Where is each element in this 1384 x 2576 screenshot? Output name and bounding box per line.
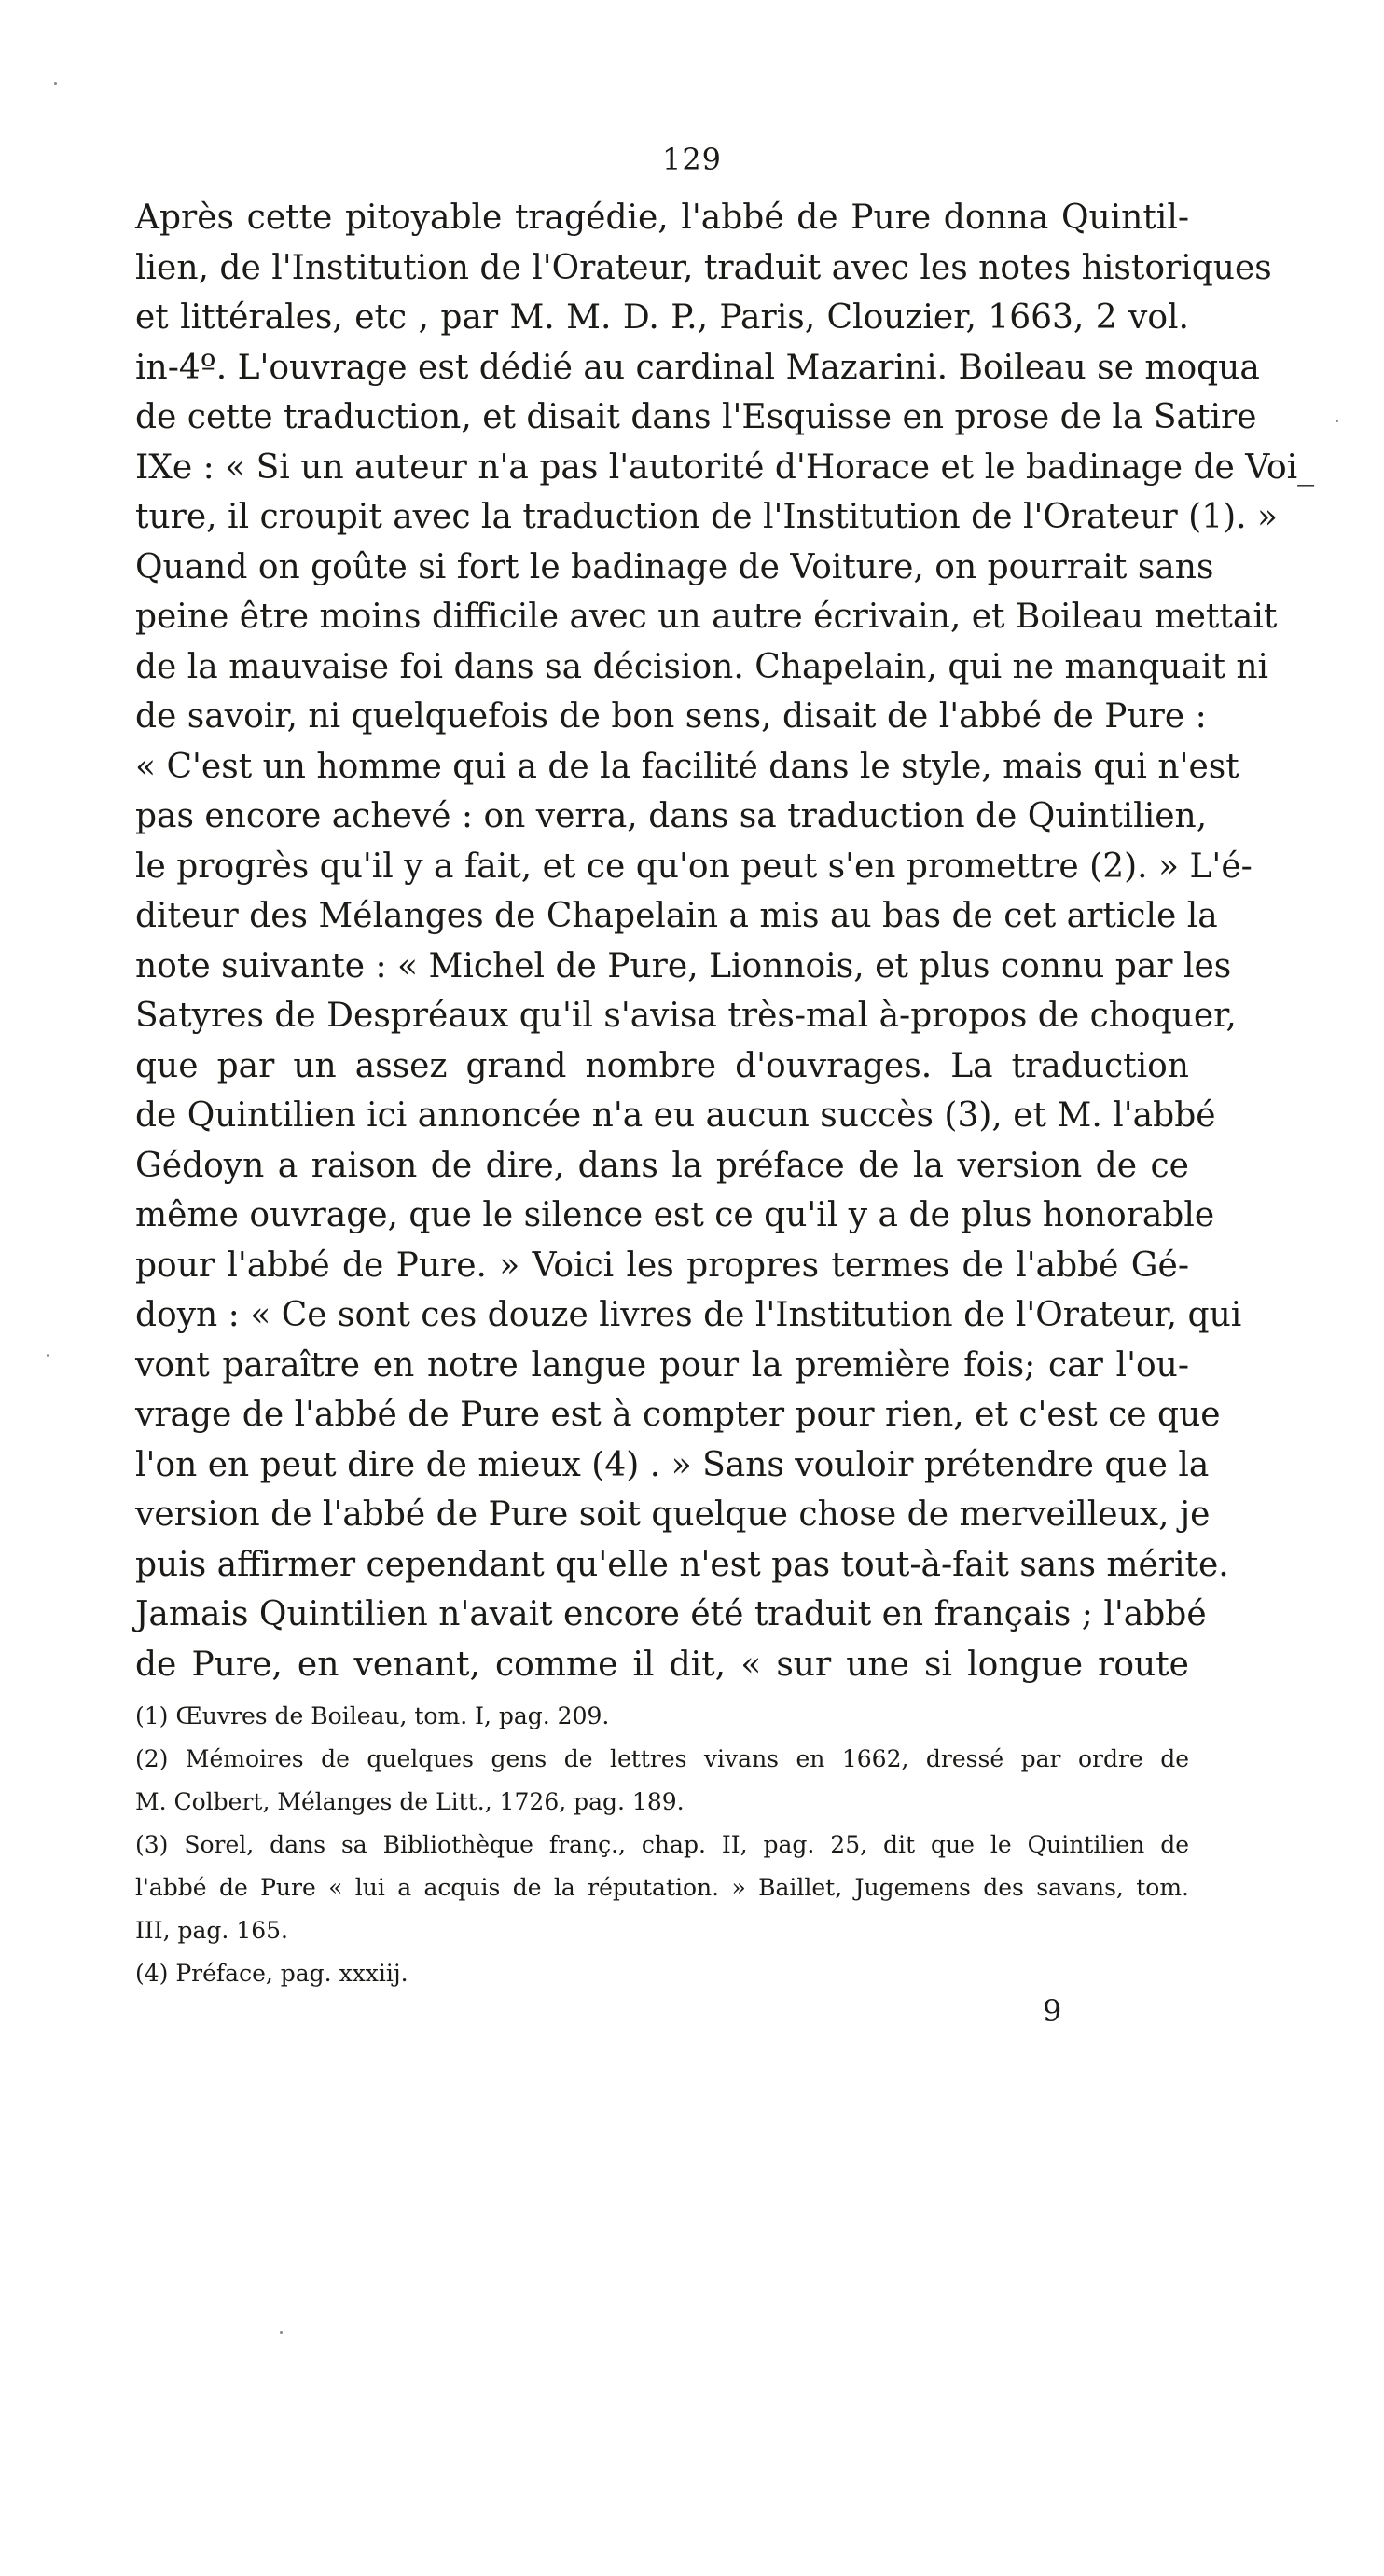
page-number: 129 xyxy=(661,142,723,177)
body-line: de savoir, ni quelquefois de bon sens, disait de l'abbé de Pure : xyxy=(135,697,1207,736)
body-text xyxy=(135,193,1315,1689)
footnotes xyxy=(135,1695,1189,1995)
body-line: même ouvrage, que le silence est ce qu'il y a de plus honorable xyxy=(135,1196,1215,1234)
body-line: puis affirmer cependant qu'elle n'est pas tout-à-fait sans mérite. xyxy=(135,1545,1229,1584)
body-line: l'on en peut dire de mieux (4) . » Sans vouloir prétendre que la xyxy=(135,1445,1210,1484)
footnote-line: l'abbé de Pure « lui a acquis de la réputation. » Baillet, Jugemens des savans, tom. xyxy=(135,1874,1189,1901)
body-line: de la mauvaise foi dans sa décision. Chapelain, qui ne manquait ni xyxy=(135,647,1269,686)
paper-speck xyxy=(47,1354,49,1357)
body-line: lien, de l'Institution de l'Orateur, traduit avec les notes historiques xyxy=(135,248,1272,287)
body-line: ture, il croupit avec la traduction de l'Institution de l'Orateur (1). » xyxy=(135,498,1279,536)
body-line: que par un assez grand nombre d'ouvrages. La traduction xyxy=(135,1046,1189,1085)
body-line: doyn : « Ce sont ces douze livres de l'Institution de l'Orateur, qui xyxy=(135,1296,1242,1334)
body-line: peine être moins difficile avec un autre écrivain, et Boileau mettait xyxy=(135,598,1278,636)
footnote-line: (3) Sorel, dans sa Bibliothèque franç., chap. II, pag. 25, dit que le Quintilien de xyxy=(135,1831,1189,1858)
body-line: de cette traduction, et disait dans l'Esquisse en prose de la Satire xyxy=(135,398,1257,436)
paper-speck xyxy=(54,82,57,85)
body-line: Après cette pitoyable tragédie, l'abbé de Pure donna Quintil- xyxy=(135,199,1189,237)
footnote-line: (2) Mémoires de quelques gens de lettres vivans en 1662, dressé par ordre de xyxy=(135,1745,1189,1772)
body-line: et littérales, etc , par M. M. D. P., Paris, Clouzier, 1663, 2 vol. xyxy=(135,298,1189,337)
footnote-line: (4) Préface, pag. xxxiij. xyxy=(135,1960,408,1987)
body-line: de Pure, en venant, comme il dit, « sur une si longue route xyxy=(135,1645,1189,1684)
body-line: vrage de l'abbé de Pure est à compter pour rien, et c'est ce que xyxy=(135,1396,1221,1434)
body-line: « C'est un homme qui a de la facilité dans le style, mais qui n'est xyxy=(135,747,1239,786)
body-line: IXe : « Si un auteur n'a pas l'autorité d'Horace et le badinage de Voi_ xyxy=(135,448,1315,487)
paper-speck xyxy=(1336,420,1338,422)
body-line: Quand on goûte si fort le badinage de Voiture, on pourrait sans xyxy=(135,547,1214,586)
body-line: pour l'abbé de Pure. » Voici les propres termes de l'abbé Gé- xyxy=(135,1246,1189,1285)
body-line: Satyres de Despréaux qu'il s'avisa très-mal à-propos de choquer, xyxy=(135,997,1237,1035)
body-line: vont paraître en notre langue pour la première fois; car l'ou- xyxy=(135,1345,1189,1384)
body-line: le progrès qu'il y a fait, et ce qu'on peut s'en promettre (2). » L'é- xyxy=(135,847,1253,886)
paper-speck xyxy=(280,2331,283,2334)
body-line: Jamais Quintilien n'avait encore été traduit en français ; l'abbé xyxy=(135,1595,1207,1633)
body-line: note suivante : « Michel de Pure, Lionnois, et plus connu par les xyxy=(135,946,1232,985)
footnote-line: M. Colbert, Mélanges de Litt., 1726, pag. 189. xyxy=(135,1788,685,1815)
body-line: in-4º. L'ouvrage est dédié au cardinal Mazarini. Boileau se moqua xyxy=(135,348,1260,387)
body-line: pas encore achevé : on verra, dans sa traduction de Quintilien, xyxy=(135,797,1208,835)
body-line: diteur des Mélanges de Chapelain a mis au bas de cet article la xyxy=(135,897,1218,935)
signature-mark: 9 xyxy=(1043,1993,1062,2029)
body-line: version de l'abbé de Pure soit quelque chose de merveilleux, je xyxy=(135,1495,1211,1534)
footnote-line: (1) Œuvres de Boileau, tom. I, pag. 209. xyxy=(135,1702,610,1729)
body-line: de Quintilien ici annoncée n'a eu aucun succès (3), et M. l'abbé xyxy=(135,1096,1216,1135)
body-line: Gédoyn a raison de dire, dans la préface de la version de ce xyxy=(135,1146,1189,1185)
footnote-line: III, pag. 165. xyxy=(135,1917,288,1944)
